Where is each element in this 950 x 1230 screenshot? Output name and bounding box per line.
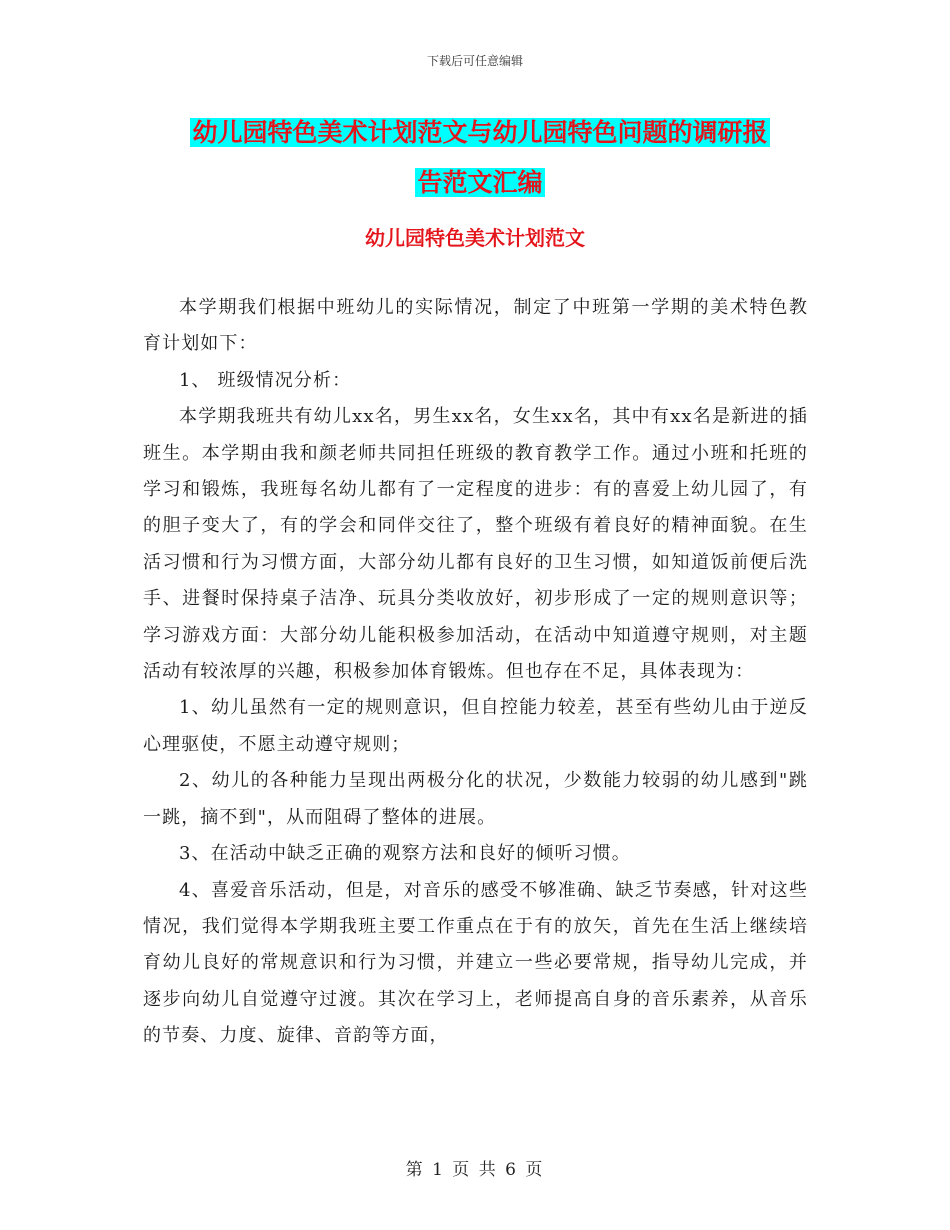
document-title <box>150 108 810 208</box>
header-note: 下载后可任意编辑 <box>426 54 523 68</box>
paragraph: 4、喜爱音乐活动，但是，对音乐的感受不够准确、缺乏节奏感，针对这些情况，我们觉得本学期我班主要工作重点在于有的放矢，首先在生活上继续培育幼儿良好的常规意识和行为习惯，并建立一些必要常规，指导幼儿完成，并逐步向幼儿自觉遵守过渡。其次在学习上，老师提高自身的音乐素养，从音乐的节奏、力度、旋律、音韵等方面， <box>143 879 808 1047</box>
paragraph: 1、幼儿虽然有一定的规则意识，但自控能力较差，甚至有些幼儿由于逆反心理驱使，不愿主动遵守规则； <box>143 697 808 755</box>
paragraph: 本学期我班共有幼儿xx名，男生xx名，女生xx名，其中有xx名是新进的插班生。本学期由我和颜老师共同担任班级的教育教学工作。通过小班和托班的学习和锻炼，我班每名幼儿都有了一定程度的进步：有的喜爱上幼儿园了，有的胆子变大了，有的学会和同伴交往了，整个班级有着良好的精神面貌。在生活习惯和行为习惯方面，大部分幼儿都有良好的卫生习惯，如知道饭前便后洗手、进餐时保持桌子洁净、玩具分类收放好，初步形成了一定的规则意识等；学习游戏方面：大部分幼儿能积极参加活动，在活动中知道遵守规则，对主题活动有较浓厚的兴趣，积极参加体育锻炼。但也存在不足，具体表现为： <box>143 406 808 683</box>
paragraph: 本学期我们根据中班幼儿的实际情况，制定了中班第一学期的美术特色教育计划如下： <box>143 297 808 355</box>
document-title-line-1: 幼儿园特色美术计划范文与幼儿园特色问题的调研报 <box>192 118 768 147</box>
document-title-line-2: 告范文汇编 <box>417 168 543 197</box>
paragraph: 2、幼儿的各种能力呈现出两极分化的状况，少数能力较弱的幼儿感到"跳一跳，摘不到"，从而阻碍了整体的进展。 <box>143 770 808 828</box>
paragraph: 3、在活动中缺乏正确的观察方法和良好的倾听习惯。 <box>179 843 631 865</box>
paragraph: 1、 班级情况分析： <box>179 369 352 391</box>
section-title: 幼儿园特色美术计划范文 <box>365 226 585 250</box>
document-body <box>143 290 808 1055</box>
page-footer: 第 1 页 共 6 页 <box>405 1160 545 1180</box>
